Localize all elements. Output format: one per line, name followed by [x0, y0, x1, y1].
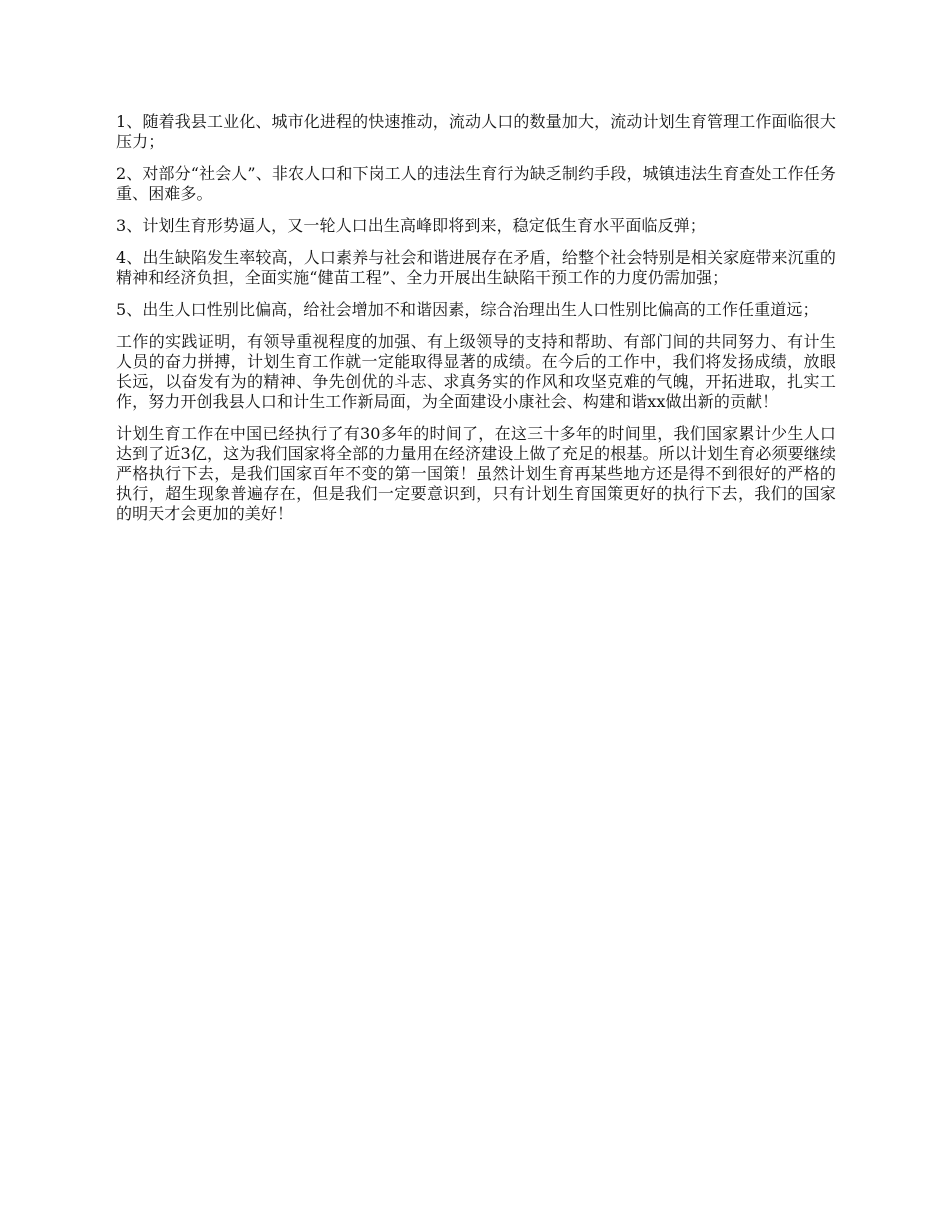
paragraph-3: 3、计划生育形势逼人，又一轮人口出生高峰即将到来，稳定低生育水平面临反弹； [116, 216, 706, 235]
paragraph-7: 计划生育工作在中国已经执行了有30多年的时间了，在这三十多年的时间里，我们国家累计少生人口达到了近3亿，这为我们国家将全部的力量用在经济建设上做了充足的根基。所以计划生育必须要继续严格执行下去，是我们国家百年不变的第一国策！虽然计划生育再某些地方还是得不到很好的严格的执行，超生现象普遍存在，但是我们一定要意识到，只有计划生育国策更好的执行下去，我们的国家的明天才会更加的美好！ [116, 424, 836, 523]
paragraph-4: 4、出生缺陷发生率较高，人口素养与社会和谐进展存在矛盾，给整个社会特别是相关家庭带来沉重的精神和经济负担，全面实施“健苗工程”、全力开展出生缺陷干预工作的力度仍需加强； [116, 248, 836, 287]
document-page [116, 112, 836, 536]
paragraph-6: 工作的实践证明，有领导重视程度的加强、有上级领导的支持和帮助、有部门间的共同努力、有计生人员的奋力拼搏，计划生育工作就一定能取得显著的成绩。在今后的工作中，我们将发扬成绩，放眼长远，以奋发有为的精神、争先创优的斗志、求真务实的作风和攻坚克难的气魄，开拓进取，扎实工作，努力开创我县人口和计生工作新局面，为全面建设小康社会、构建和谐xx做出新的贡献！ [116, 332, 836, 411]
paragraph-5: 5、出生人口性别比偏高，给社会增加不和谐因素，综合治理出生人口性别比偏高的工作任重道远； [116, 300, 819, 319]
paragraph-2: 2、对部分“社会人”、非农人口和下岗工人的违法生育行为缺乏制约手段，城镇违法生育查处工作任务重、困难多。 [116, 164, 836, 203]
paragraph-1: 1、随着我县工业化、城市化进程的快速推动，流动人口的数量加大，流动计划生育管理工作面临很大压力； [116, 112, 836, 151]
